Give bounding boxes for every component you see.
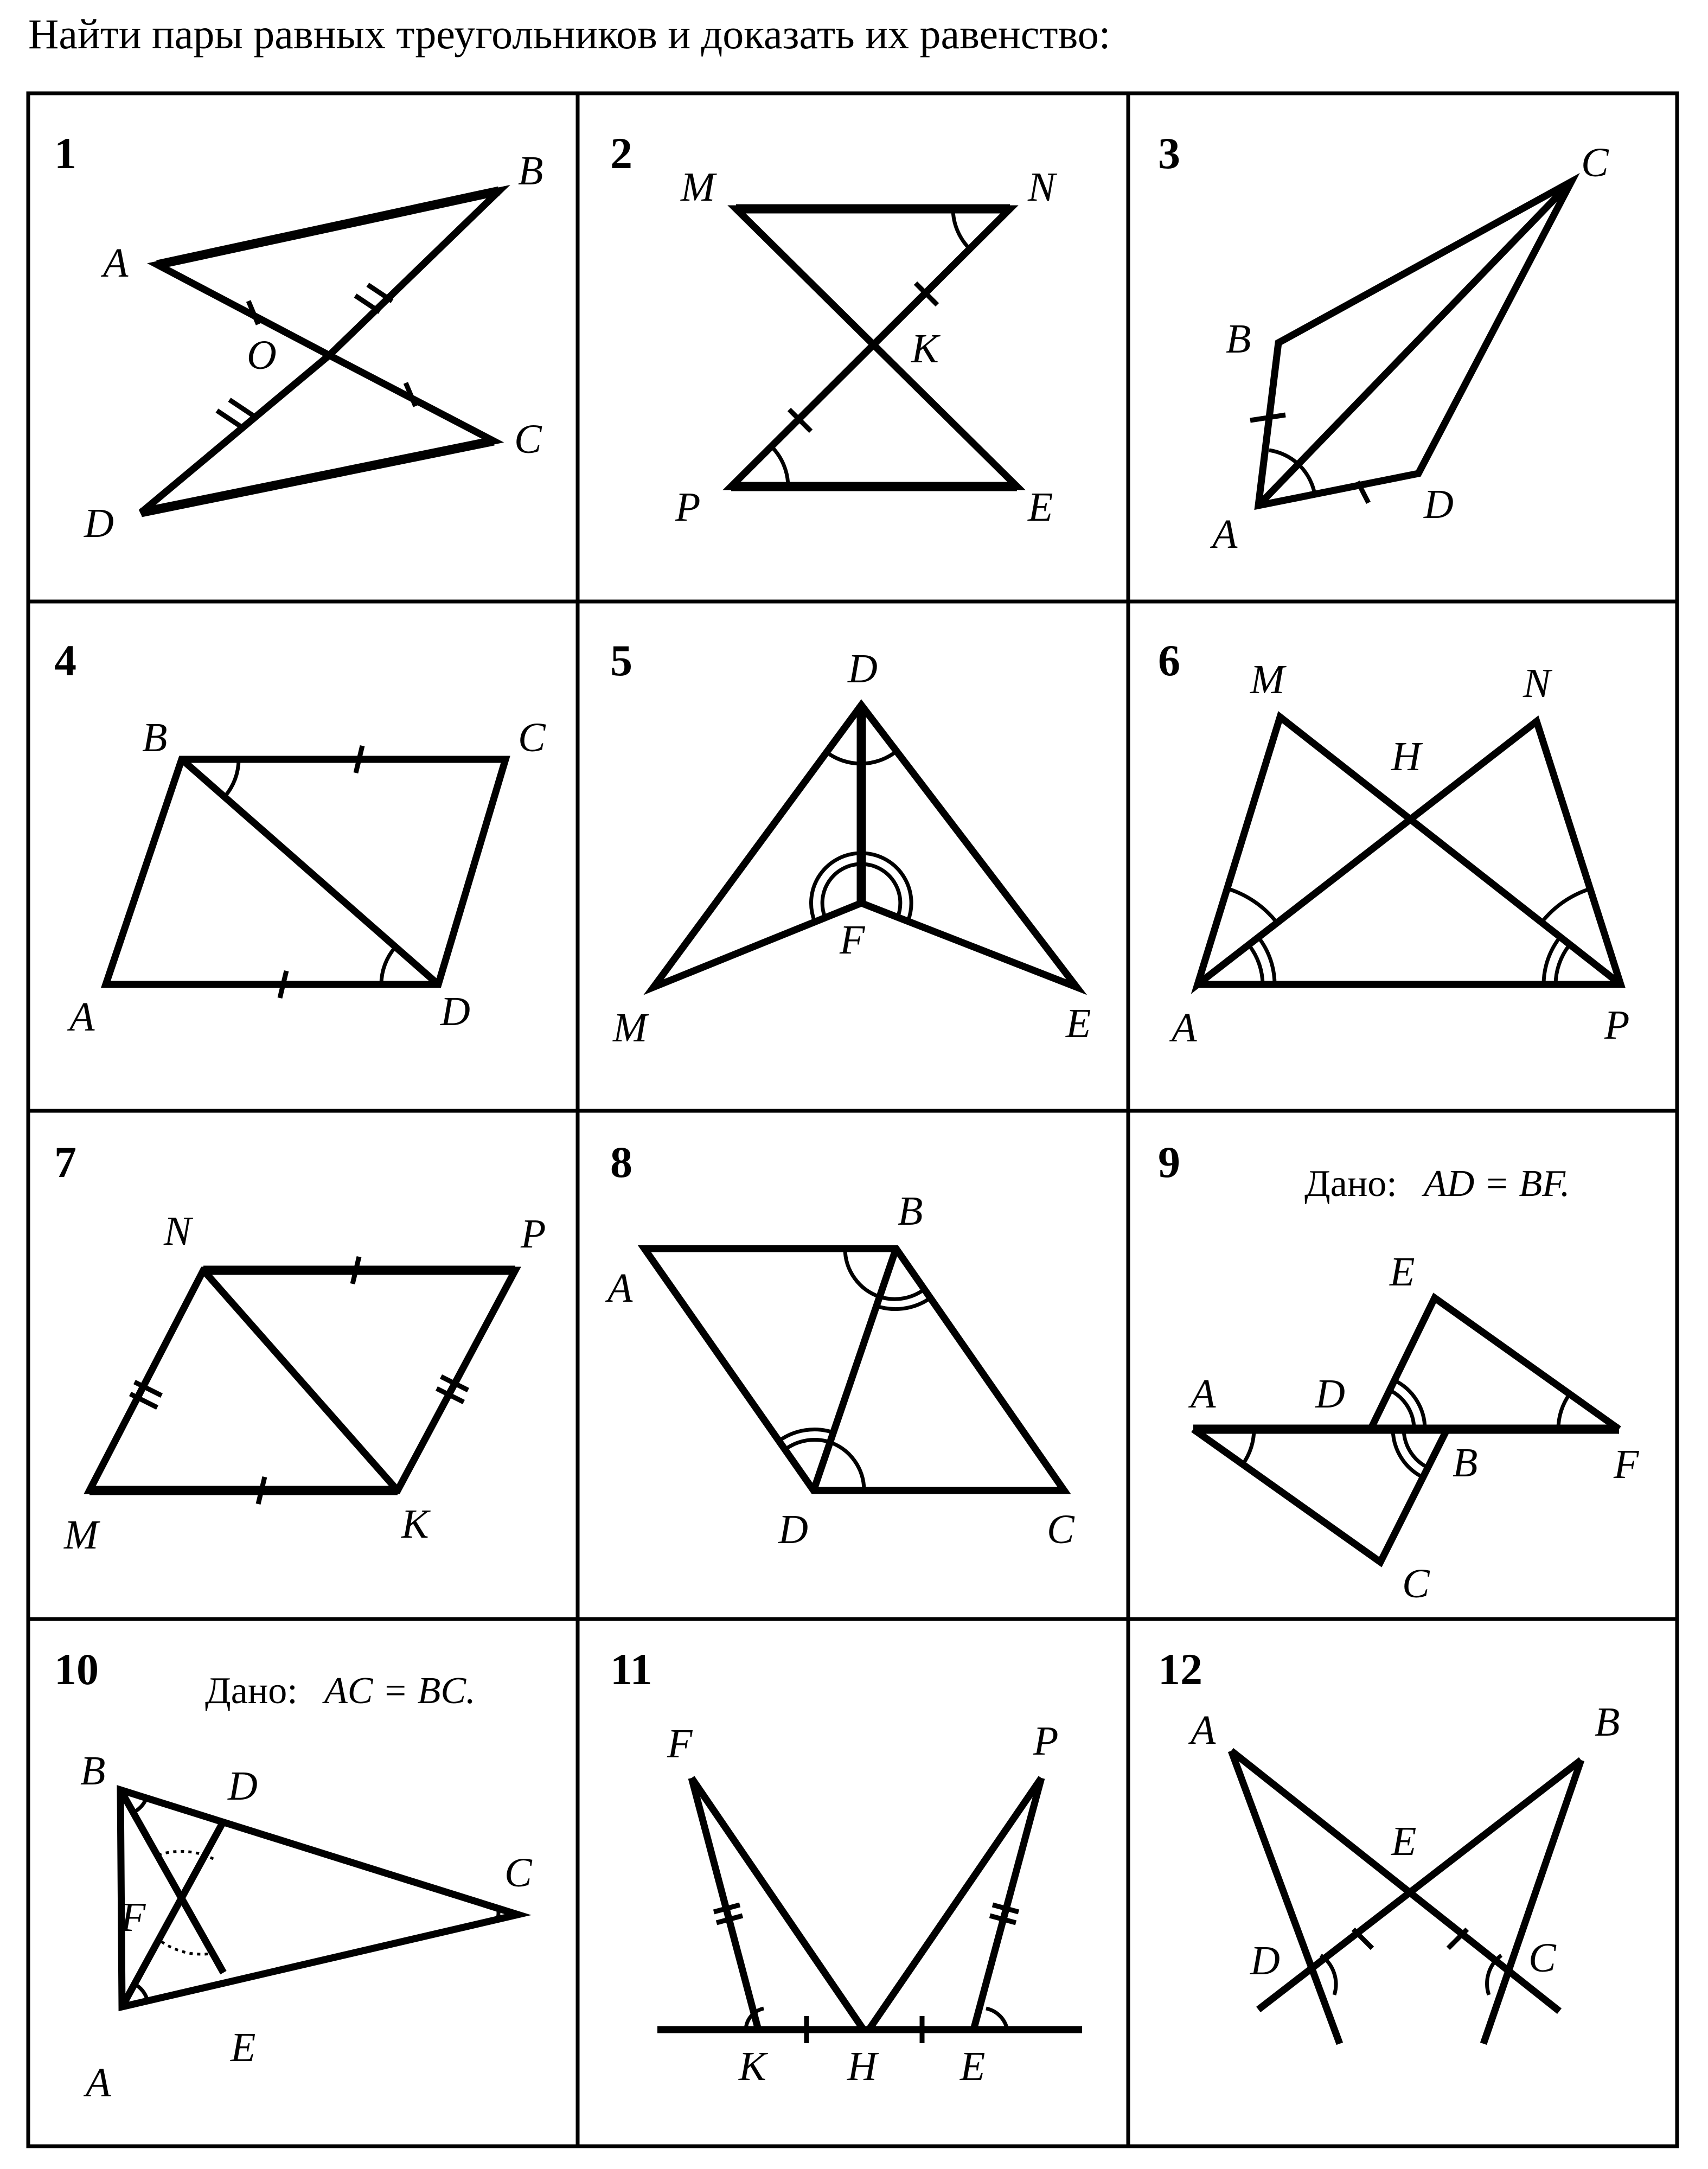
given-9-expr: AD = BF. bbox=[1424, 1163, 1570, 1205]
label-8-A: A bbox=[607, 1265, 633, 1311]
label-11-H: H bbox=[847, 2044, 877, 2089]
figure-4 bbox=[54, 636, 546, 1040]
figure-12 bbox=[1158, 1645, 1620, 2044]
label-8-C: C bbox=[1047, 1507, 1074, 1552]
cell-number-10: 10 bbox=[54, 1645, 99, 1694]
label-2-E: E bbox=[1028, 484, 1053, 530]
label-5-M: M bbox=[613, 1005, 648, 1051]
label-6-H: H bbox=[1391, 734, 1421, 779]
label-8-B: B bbox=[898, 1188, 923, 1234]
cell-number-1: 1 bbox=[54, 129, 76, 178]
label-4-C: C bbox=[518, 715, 546, 760]
cell-number-7: 7 bbox=[54, 1137, 76, 1187]
label-12-E: E bbox=[1391, 1819, 1417, 1864]
label-12-C: C bbox=[1528, 1935, 1556, 1981]
label-6-A: A bbox=[1172, 1005, 1197, 1051]
given-10-prefix: Дано: bbox=[205, 1670, 298, 1712]
label-9-E: E bbox=[1390, 1249, 1415, 1295]
label-9-A: A bbox=[1191, 1371, 1216, 1417]
cell-number-12: 12 bbox=[1158, 1645, 1202, 1694]
label-4-D: D bbox=[440, 989, 470, 1034]
label-2-K: K bbox=[911, 326, 939, 372]
figure-7 bbox=[54, 1137, 546, 1558]
label-1-C: C bbox=[514, 417, 542, 462]
label-10-C: C bbox=[504, 1850, 532, 1896]
cell-number-6: 6 bbox=[1158, 636, 1180, 685]
label-5-E: E bbox=[1066, 1001, 1091, 1046]
label-10-F: F bbox=[120, 1895, 146, 1940]
cell-number-11: 11 bbox=[610, 1645, 653, 1694]
label-3-D: D bbox=[1424, 482, 1454, 527]
label-12-B: B bbox=[1595, 1699, 1620, 1745]
label-3-C: C bbox=[1581, 140, 1609, 185]
label-6-M: M bbox=[1250, 657, 1285, 702]
label-6-N: N bbox=[1523, 661, 1551, 706]
label-11-E: E bbox=[960, 2044, 986, 2089]
figure-5 bbox=[610, 636, 1091, 1051]
figure-3 bbox=[1158, 129, 1609, 557]
figure-9 bbox=[1158, 1137, 1640, 1607]
label-5-F: F bbox=[840, 917, 865, 963]
label-4-B: B bbox=[142, 715, 168, 760]
label-12-D: D bbox=[1250, 1938, 1280, 1984]
label-11-F: F bbox=[667, 1721, 693, 1767]
label-12-A: A bbox=[1191, 1707, 1216, 1753]
label-1-B: B bbox=[518, 148, 543, 194]
label-5-D: D bbox=[848, 646, 878, 692]
label-9-C: C bbox=[1402, 1561, 1430, 1607]
label-9-D: D bbox=[1315, 1371, 1345, 1417]
figure-6 bbox=[1158, 636, 1629, 1051]
label-11-K: K bbox=[739, 2044, 766, 2089]
label-1-A: A bbox=[103, 240, 129, 286]
cell-number-2: 2 bbox=[610, 129, 632, 178]
figure-10 bbox=[54, 1645, 533, 2106]
figure-2 bbox=[610, 129, 1058, 530]
label-2-M: M bbox=[681, 164, 715, 210]
label-11-P: P bbox=[1033, 1718, 1059, 1764]
label-8-D: D bbox=[778, 1507, 808, 1552]
figure-1 bbox=[54, 129, 543, 546]
label-3-A: A bbox=[1212, 511, 1238, 557]
label-2-N: N bbox=[1028, 164, 1055, 210]
label-1-D: D bbox=[84, 501, 114, 546]
label-7-M: M bbox=[64, 1512, 99, 1558]
figure-8 bbox=[605, 1137, 1075, 1552]
label-7-K: K bbox=[401, 1501, 429, 1547]
label-3-B: B bbox=[1226, 316, 1251, 362]
label-1-O: O bbox=[247, 332, 277, 378]
label-10-A: A bbox=[86, 2060, 111, 2106]
label-9-B: B bbox=[1453, 1440, 1478, 1486]
cell-number-3: 3 bbox=[1158, 129, 1180, 178]
label-7-N: N bbox=[164, 1208, 191, 1254]
cell-number-5: 5 bbox=[610, 636, 632, 685]
label-10-B: B bbox=[80, 1748, 106, 1794]
label-7-P: P bbox=[521, 1211, 546, 1257]
cell-number-8: 8 bbox=[610, 1137, 632, 1187]
cell-number-9: 9 bbox=[1158, 1137, 1180, 1187]
label-6-P: P bbox=[1604, 1002, 1630, 1048]
page-title: Найти пары равных треугольников и доказать их равенство: bbox=[28, 10, 1111, 57]
given-9-prefix: Дано: bbox=[1304, 1163, 1397, 1205]
cell-number-4: 4 bbox=[54, 636, 76, 685]
label-4-A: A bbox=[69, 994, 95, 1040]
label-10-E: E bbox=[231, 2025, 256, 2070]
label-9-F: F bbox=[1614, 1442, 1639, 1487]
given-10-expr: AC = BC. bbox=[324, 1670, 476, 1712]
label-2-P: P bbox=[675, 484, 701, 530]
figure-11 bbox=[610, 1645, 1082, 2089]
label-10-D: D bbox=[228, 1763, 258, 1809]
